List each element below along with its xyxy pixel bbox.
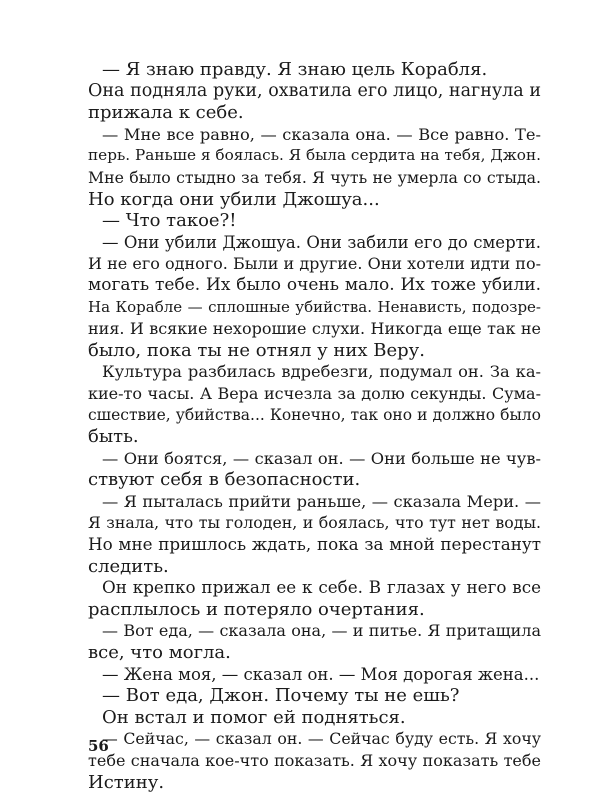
text-line: — Сейчас, — сказал он. — Сейчас буду есть. Я хочу — [102, 729, 541, 749]
text-line: И не его одного. Были и другие. Они хотели идти по- — [88, 254, 541, 274]
text-line: Но когда они убили Джошуа... — [88, 188, 380, 210]
text-line: все, что могла. — [88, 642, 231, 664]
text-line: ствуют себя в безопасности. — [88, 469, 361, 491]
text-line: тебе сначала кое-что показать. Я хочу показать тебе — [88, 751, 541, 770]
page-number: 56 — [88, 737, 109, 755]
body-text — [88, 59, 541, 793]
text-line: могать тебе. Их было очень мало. Их тоже убили. — [88, 274, 541, 295]
text-line: расплылось и потеряло очертания. — [88, 598, 425, 620]
text-line: Мне было стыдно за тебя. Я чуть не умерла со стыда. — [88, 167, 541, 187]
text-line: следить. — [88, 555, 169, 577]
text-line: На Корабле — сплошные убийства. Ненависть, подозре- — [88, 297, 541, 316]
text-line: — Я знаю правду. Я знаю цель Корабля. — [102, 59, 488, 80]
text-line: — Я пыталась прийти раньше, — сказала Мери. — — [102, 491, 541, 511]
text-line: сшествие, убийства... Конечно, так оно и должно было — [88, 405, 541, 424]
text-line: Он встал и помог ей подняться. — [102, 706, 406, 728]
text-line: — Вот еда, Джон. Почему ты не ешь? — [102, 685, 460, 707]
text-line: Но мне пришлось ждать, пока за мной перестанут — [88, 534, 541, 555]
text-line: Я знала, что ты голоден, и боялась, что тут нет воды. — [88, 513, 541, 533]
text-line: быть. — [88, 426, 139, 448]
text-line: — Они боятся, — сказал он. — Они больше не чув- — [102, 448, 541, 468]
text-line: — Что такое?! — [102, 210, 237, 232]
text-line: — Они убили Джошуа. Они забили его до смерти. — [102, 232, 541, 252]
text-line: Она подняла руки, охватила его лицо, нагнула и — [88, 80, 541, 101]
text-line: прижала к себе. — [88, 102, 244, 124]
text-line: перь. Раньше я боялась. Я была сердита на тебя, Джон. — [88, 146, 541, 165]
text-line: кие-то часы. А Вера исчезла за долю секунды. Сума- — [88, 383, 541, 403]
text-line: — Жена моя, — сказал он. — Моя дорогая жена... — [102, 664, 540, 684]
text-line: — Мне все равно, — сказала она. — Все равно. Те- — [102, 124, 541, 144]
text-line: Он крепко прижал ее к себе. В глазах у него все — [102, 577, 541, 598]
text-line: Культура разбилась вдребезги, подумал он. За ка- — [102, 362, 541, 382]
text-line: Истину. — [88, 771, 165, 793]
text-line: — Вот еда, — сказала она, — и питье. Я притащила — [102, 621, 541, 641]
text-line: было, пока ты не отнял у них Веру. — [88, 339, 425, 361]
text-line: ния. И всякие нехорошие слухи. Никогда еще так не — [88, 319, 541, 339]
